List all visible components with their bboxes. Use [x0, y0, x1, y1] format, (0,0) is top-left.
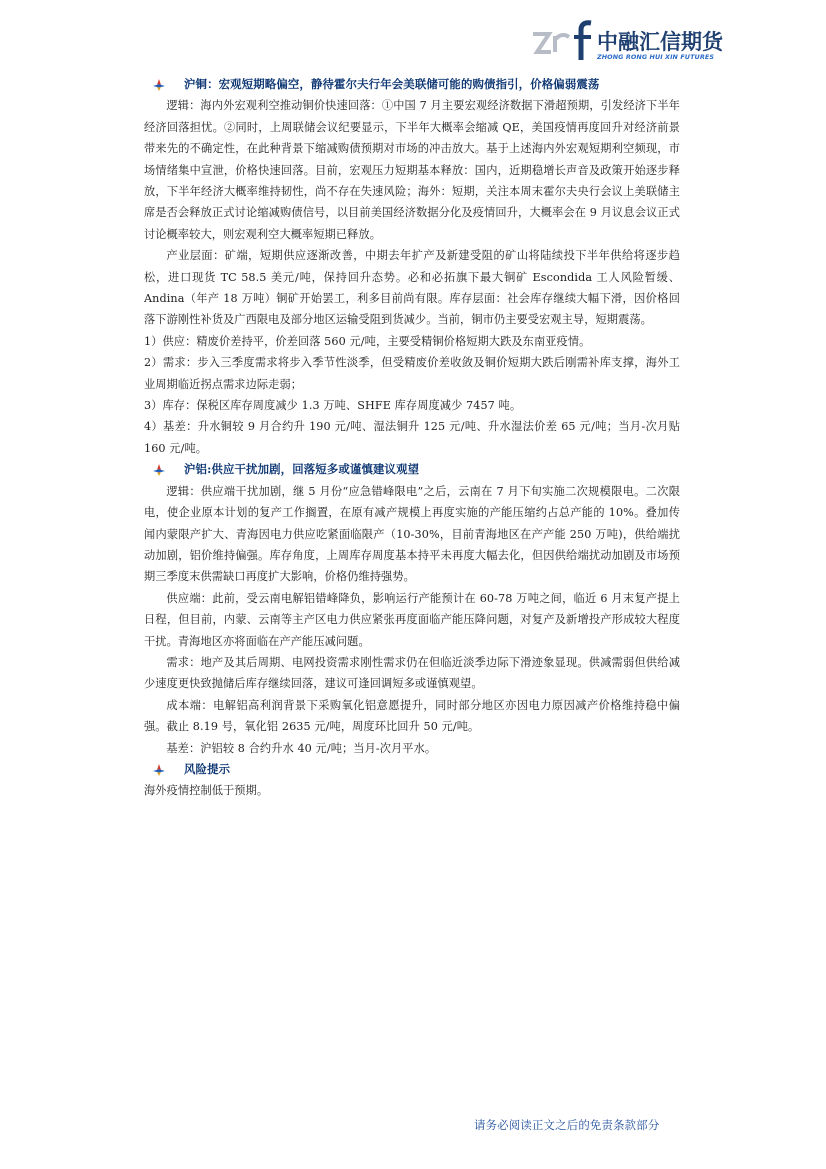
- risk-heading: [144, 759, 680, 780]
- copper-supply-item: 1）供应：精废价差持平，价差回落 560 元/吨，主要受精铜价格短期大跌及东南亚疫情。: [144, 334, 591, 348]
- report-content: [144, 74, 680, 802]
- section-bullet-icon: [152, 763, 166, 777]
- aluminum-heading: [144, 459, 680, 480]
- copper-industry-paragraph: 产业层面：矿端，短期供应逐渐改善，中期去年扩产及新建受阻的矿山将陆续投下半年供给将逐步趋松，进口现货 TC 58.5 美元/吨，保持回升态势。必和必拓旗下最大铜矿 Escondida 工人风险暂缓、Andina（年产 18 万吨）铜矿开始罢工，利多目前尚有限。库存层面：社会库存继续大幅下滑，因价格回落下游刚性补货及广西限电及部分地区运输受阻到货减少。当前，铜市仍主要受宏观主导，短期震荡。: [144, 249, 680, 327]
- aluminum-heading-text: 沪铝:供应干扰加剧，回落短多或谨慎建议观望: [184, 462, 420, 477]
- copper-heading: [144, 74, 680, 95]
- aluminum-logic-paragraph: 逻辑：供应端干扰加剧，继 5 月份“应急错峰限电”之后，云南在 7 月下旬实施二次规模限电。二次限电，使企业原本计划的复产工作搁置，在原有减产规模上再度实施的产能压缩约占总产能的 10%。叠加传闻内蒙限产扩大、青海因电力供应吃紧面临限产（10-30%，目前青海地区在产产能 250 万吨)，供给端扰动加剧，铝价维持偏强。库存角度，上周库存周度基本持平未再度大幅去化，但因供给端扰动加剧及市场预期三季度末供需缺口再度扩大影响，价格仍维持强势。: [144, 484, 680, 584]
- aluminum-cost-paragraph: 成本端：电解铝高利润背景下采购氧化铝意愿提升，同时部分地区亦因电力原因减产价格维持稳中偏强。截止 8.19 号，氧化铝 2635 元/吨，周度环比回升 50 元/吨。: [144, 698, 680, 734]
- copper-logic-paragraph: 逻辑：海内外宏观利空推动铜价快速回落：①中国 7 月主要宏观经济数据下滑超预期，引发经济下半年经济回落担忧。②同时，上周联储会议纪要显示，下半年大概率会缩减 QE，美国疫情再度回升对经济前景带来先的不确定性，在此种背景下缩减购债预期对市场的冲击放大。基于上述海内外宏观短期利空频现，市场情绪集中宣泄，价格快速回落。目前，宏观压力短期基本释放：国内，近期稳增长声音及政策开始逐步释放，下半年经济大概率维持韧性，尚不存在失速风险；海外：短期，关注本周末霍尔夫央行会议上美联储主席是否会释放正式讨论缩减购债信号，以目前美国经济数据分化及疫情回升，大概率会在 9 月议息会议正式讨论概率较大，则宏观利空大概率短期已释放。: [144, 99, 680, 241]
- aluminum-demand-paragraph: 需求：地产及其后周期、电网投资需求刚性需求仍在但临近淡季边际下滑迹象显现。供减需弱但供给减少速度更快致抛储后库存继续回落，建议可逢回调短多或谨慎观望。: [144, 655, 680, 691]
- zrf-logo-mark: [531, 20, 595, 62]
- company-name-cn: 中融汇信期货: [597, 30, 723, 54]
- risk-text: 海外疫情控制低于预期。: [144, 784, 269, 798]
- section-bullet-icon: [152, 463, 166, 477]
- copper-demand-item: 2）需求：步入三季度需求将步入季节性淡季，但受精废价差收敛及铜价短期大跌后刚需补库支撑，海外工业周期临近拐点需求边际走弱；: [144, 356, 680, 391]
- company-name-en: ZHONG RONG HUI XIN FUTURES: [597, 53, 715, 61]
- risk-heading-text: 风险提示: [184, 761, 231, 776]
- aluminum-basis-paragraph: 基差：沪铝较 8 合约升水 40 元/吨；当月-次月平水。: [166, 741, 437, 755]
- copper-inventory-item: 3）库存：保税区库存周度减少 1.3 万吨、SHFE 库存周度减少 7457 吨。: [144, 399, 522, 413]
- company-logo: [531, 20, 721, 62]
- footer-disclaimer: 请务必阅读正文之后的免责条款部分: [474, 1118, 660, 1132]
- copper-heading-text: 沪铜：宏观短期略偏空，静待霍尔夫行年会美联储可能的购债指引，价格偏弱震荡: [184, 77, 600, 91]
- aluminum-supply-paragraph: 供应端：此前，受云南电解铝错峰降负，影响运行产能预计在 60-78 万吨之间，临近 6 月末复产提上日程，但目前，内蒙、云南等主产区电力供应紧张再度面临产能压降问题，对复产及新增投产形成较大程度干扰。青海地区亦将面临在产产能压减问题。: [144, 591, 680, 648]
- section-bullet-icon: [152, 78, 166, 92]
- copper-basis-item: 4）基差：升水铜较 9 月合约升 190 元/吨、湿法铜升 125 元/吨、升水湿法价差 65 元/吨；当月-次月贴 160 元/吨。: [144, 420, 680, 455]
